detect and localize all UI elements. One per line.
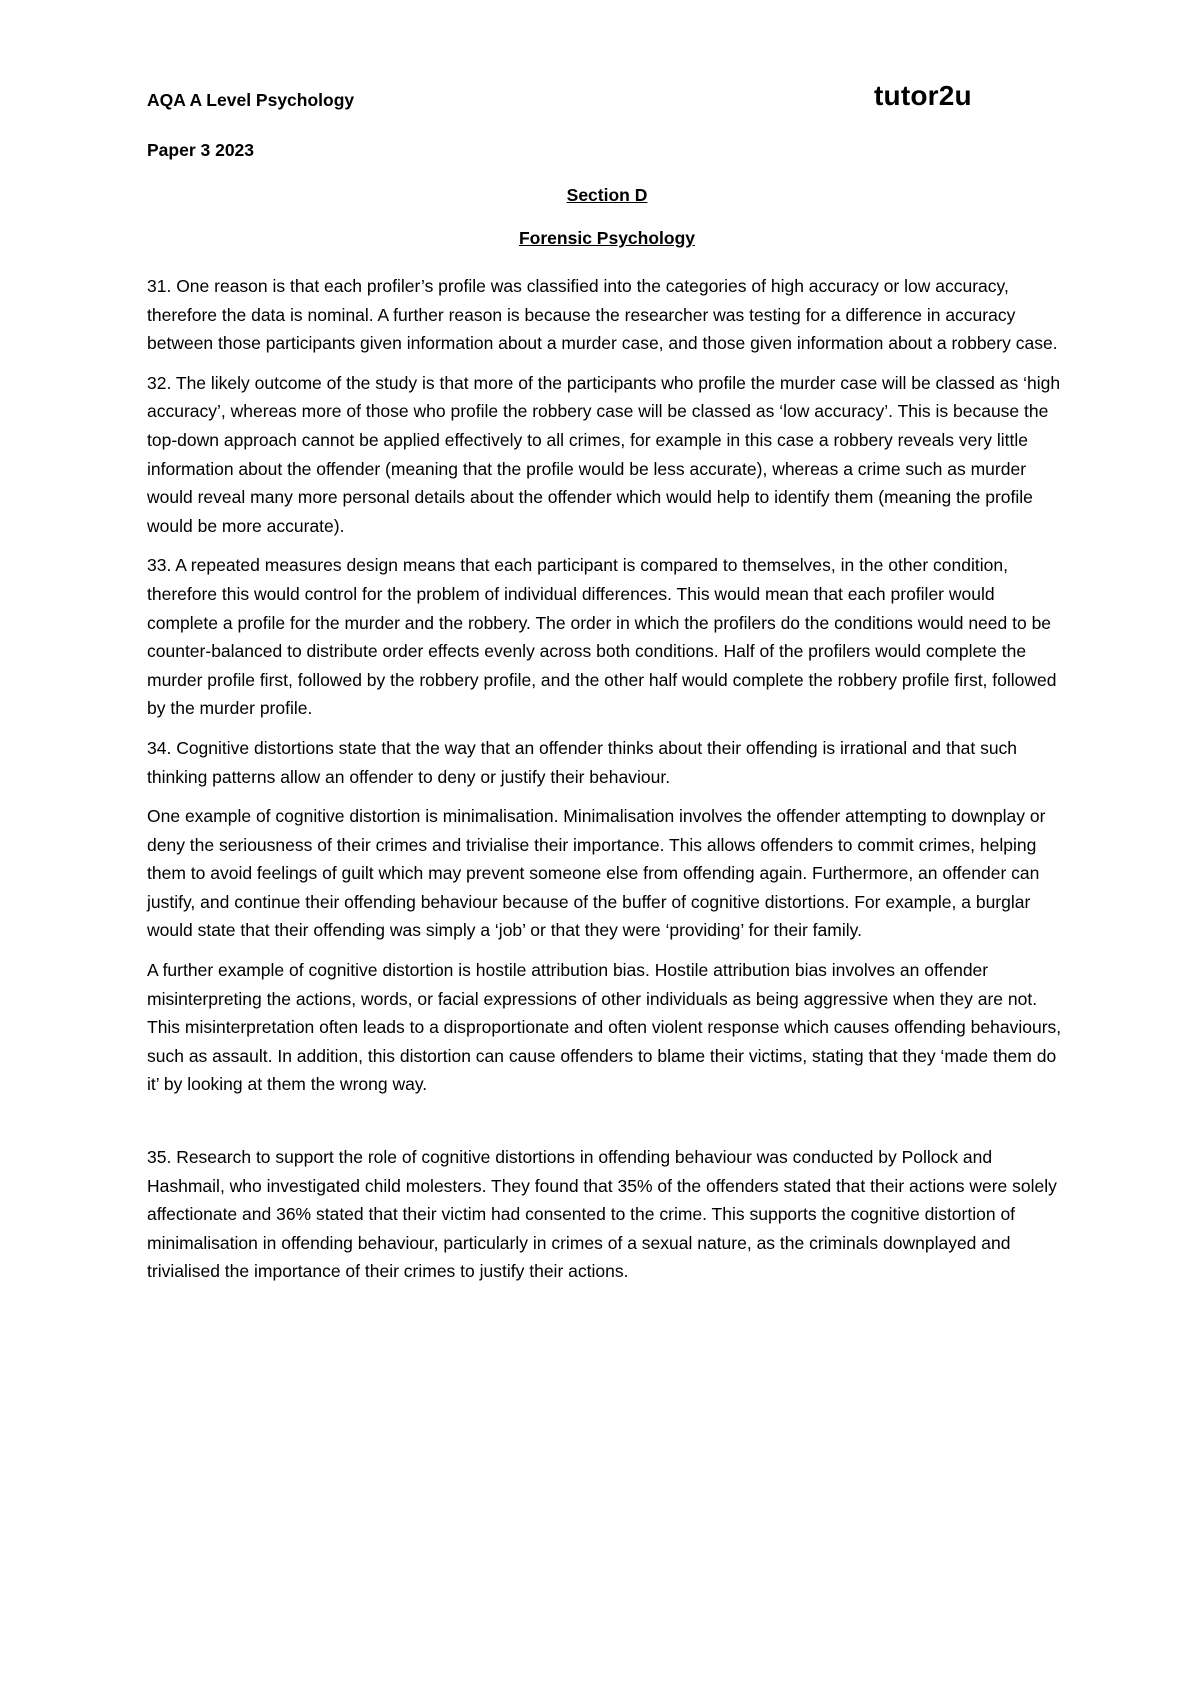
brand-logo-text: tutor2u [874, 80, 972, 111]
paper-title: Paper 3 2023 [147, 140, 255, 160]
answer-33: 33. A repeated measures design means that each participant is compared to themselves, in the other condition, therefore this would control for the problem of individual differences. This would mean that each profiler would complete a profile for the murder and the robbery. The order in which the profilers do the conditions would need to be counter-balanced to distribute order effects evenly across both conditions. Half of the profilers would complete the murder profile first, followed by the robbery profile, and the other half would complete the robbery profile first, followed by the murder profile. [147, 555, 1057, 719]
topic-title: Forensic Psychology [518, 228, 696, 248]
section-title: Section D [566, 185, 648, 205]
answer-35: 35. Research to support the role of cognitive distortions in offending behaviour was conducted by Pollock and Hashmail, who investigated child molesters. They found that 35% of the offenders stated that their actions were solely affectionate and 36% stated that their victim had consented to the crime. This supports the cognitive distortion of minimalisation in offending behaviour, particularly in crimes of a sexual nature, as the criminals downplayed and trivialised the importance of their crimes to justify their actions. [147, 1147, 1057, 1282]
answer-32: 32. The likely outcome of the study is that more of the participants who profile the murder case will be classed as ‘high accuracy’, whereas more of those who profile the robbery case will be classed as ‘low accuracy’. This is because the top-down approach cannot be applied effectively to all crimes, for example in this case a robbery reveals very little information about the offender (meaning that the profile would be less accurate), whereas a crime such as murder would reveal many more personal details about the offender which would help to identify them (meaning the profile would be more accurate). [147, 372, 1061, 536]
answer-34-minimalisation: One example of cognitive distortion is minimalisation. Minimalisation involves the offender attempting to downplay or deny the seriousness of their crimes and trivialise their importance. This allows offenders to commit crimes, helping them to avoid feelings of guilt which may prevent someone else from offending again. Furthermore, an offender can justify, and continue their offending behaviour because of the buffer of cognitive distortions. For example, a burglar would state that their offending was simply a ‘job’ or that they were ‘providing’ for their family. [147, 806, 1046, 941]
page-header [147, 80, 1067, 120]
course-title: AQA A Level Psychology [147, 90, 355, 110]
answers-body [147, 272, 1067, 1297]
answer-34-hostile-attribution: A further example of cognitive distortion is hostile attribution bias. Hostile attribution bias involves an offender misinterpreting the actions, words, or facial expressions of other individuals as being aggressive when they are not. This misinterpretation often leads to a disproportionate and often violent response which causes offending behaviours, such as assault. In addition, this distortion can cause offenders to blame their victims, stating that they ‘made them do it’ by looking at them the wrong way. [147, 960, 1062, 1095]
answer-31: 31. One reason is that each profiler’s profile was classified into the categories of high accuracy or low accuracy, therefore the data is nominal. A further reason is because the researcher was testing for a difference in accuracy between those participants given information about a murder case, and those given information about a robbery case. [147, 276, 1058, 354]
answer-34-intro: 34. Cognitive distortions state that the way that an offender thinks about their offending is irrational and that such thinking patterns allow an offender to deny or justify their behaviour. [147, 737, 1018, 787]
